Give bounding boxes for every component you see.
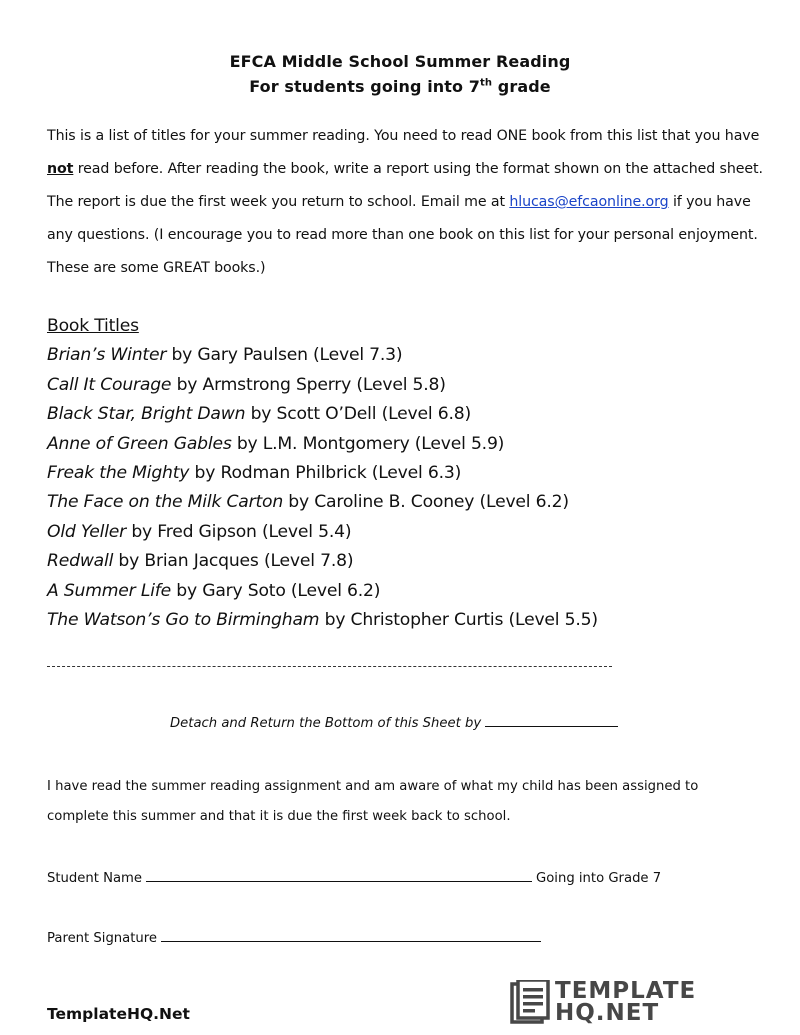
book-author-level: by Brian Jacques (Level 7.8)	[113, 551, 354, 572]
subtitle-suffix: grade	[492, 77, 551, 96]
logo-line-2: HQ.NET	[555, 1000, 660, 1026]
book-item	[47, 430, 767, 459]
book-title: Freak the Mighty	[47, 463, 190, 484]
student-name-field[interactable]	[146, 869, 532, 882]
document-icon	[510, 980, 552, 1026]
intro-text-2: read before. After reading the book, write a report using the format shown on the attached sheet. The report is due the first week you return to school. Email me at	[47, 161, 763, 210]
book-author-level: by Rodman Philbrick (Level 6.3)	[189, 463, 462, 484]
book-item	[47, 577, 767, 606]
book-title: Call It Courage	[47, 374, 172, 395]
book-title: The Face on the Milk Carton	[47, 492, 284, 513]
book-item	[47, 547, 767, 576]
book-item	[47, 459, 767, 488]
detach-label: Detach and Return the Bottom of this Sheet by	[170, 716, 482, 731]
student-name-row	[47, 869, 661, 886]
book-author-level: by L.M. Montgomery (Level 5.9)	[231, 433, 505, 454]
book-title: Anne of Green Gables	[47, 433, 232, 454]
detach-instruction	[170, 716, 618, 731]
book-author-level: by Gary Soto (Level 6.2)	[171, 580, 381, 601]
book-list	[47, 312, 767, 635]
grade-text: Going into Grade 7	[536, 871, 662, 886]
parent-signature-row	[47, 929, 545, 946]
intro-paragraph	[47, 120, 767, 285]
subtitle-superscript: th	[480, 77, 493, 89]
logo-line-1: TEMPLATE	[555, 978, 697, 1004]
book-author-level: by Fred Gipson (Level 5.4)	[126, 521, 352, 542]
book-author-level: by Caroline B. Cooney (Level 6.2)	[283, 492, 569, 513]
book-author-level: by Christopher Curtis (Level 5.5)	[319, 610, 598, 631]
book-item	[47, 371, 767, 400]
book-title: A Summer Life	[47, 580, 171, 601]
book-author-level: by Armstrong Sperry (Level 5.8)	[171, 374, 446, 395]
page-subtitle	[0, 77, 800, 96]
book-author-level: by Scott O’Dell (Level 6.8)	[245, 404, 471, 425]
parent-signature-label: Parent Signature	[47, 931, 158, 946]
student-name-label: Student Name	[47, 871, 143, 886]
return-date-blank[interactable]	[485, 716, 618, 727]
intro-emphasis: not	[47, 161, 74, 177]
book-item	[47, 341, 767, 370]
book-title: Redwall	[47, 551, 114, 572]
book-item	[47, 400, 767, 429]
footer-site-name: TemplateHQ.Net	[47, 1005, 190, 1023]
logo-wordmark	[555, 980, 696, 1024]
acknowledgement-text: I have read the summer reading assignment and am aware of what my child has been assigned to complete this summer and that it is due the first week back to school.	[47, 779, 699, 824]
intro-text-1: This is a list of titles for your summer reading. You need to read ONE book from this list that you have	[47, 128, 760, 144]
detach-divider	[47, 666, 612, 667]
book-item	[47, 518, 767, 547]
book-title: Black Star, Bright Dawn	[47, 404, 246, 425]
subtitle-text: For students going into 7	[249, 77, 481, 96]
email-link[interactable]: hlucas@efcaonline.org	[509, 194, 669, 210]
intro-text-3: if you have any questions. (I encourage you to read more than one book on this list for your personal enjoyment. These are some GREAT books.)	[47, 194, 758, 276]
book-item	[47, 606, 767, 635]
book-list-heading: Book Titles	[47, 316, 139, 336]
book-title: Brian’s Winter	[47, 345, 167, 366]
parent-signature-field[interactable]	[161, 929, 541, 942]
page-title: EFCA Middle School Summer Reading	[229, 52, 571, 71]
templatehq-logo	[510, 978, 700, 1028]
book-author-level: by Gary Paulsen (Level 7.3)	[166, 345, 403, 366]
book-title: Old Yeller	[47, 521, 127, 542]
book-item	[47, 488, 767, 517]
book-title: The Watson’s Go to Birmingham	[47, 610, 320, 631]
